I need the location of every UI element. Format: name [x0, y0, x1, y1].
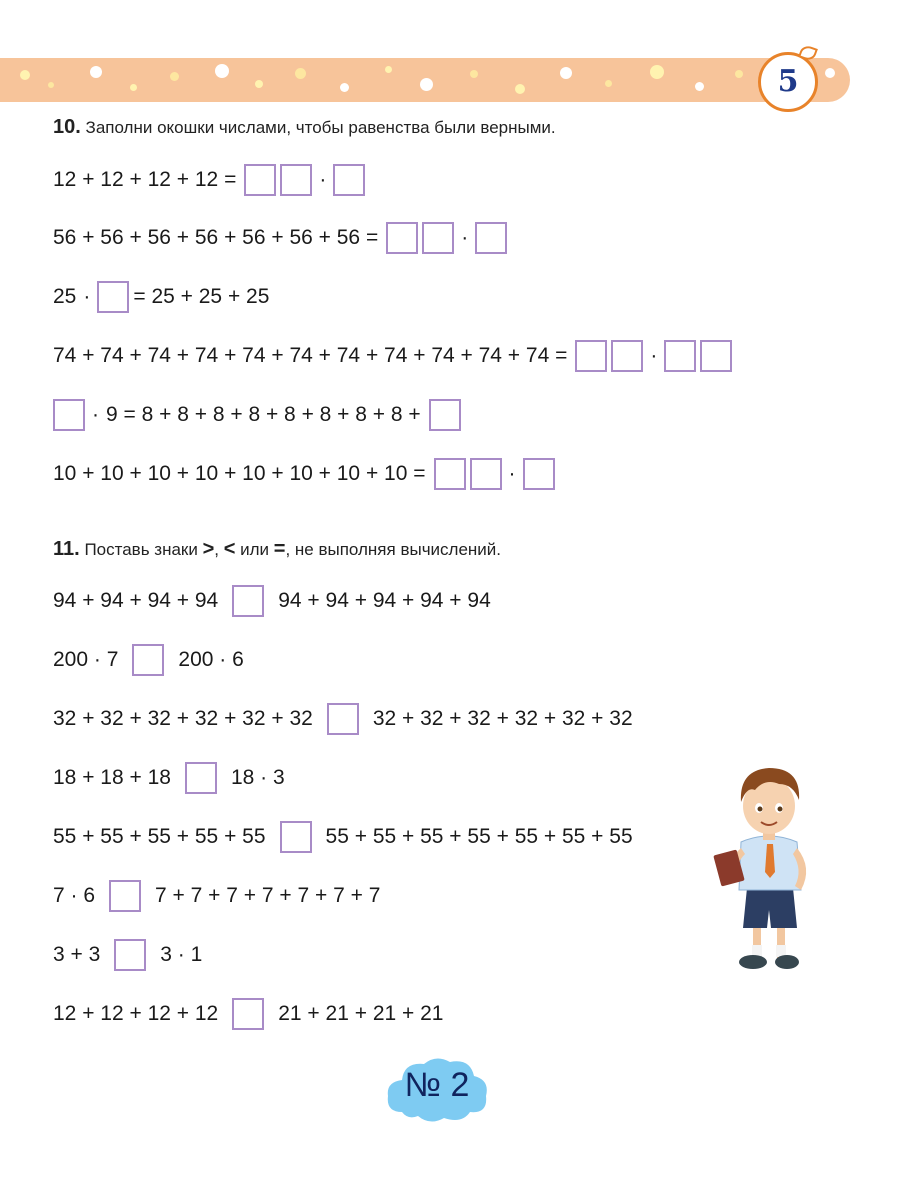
expression-left: 32 + 32 + 32 + 32 + 32 + 32 — [53, 707, 313, 730]
expression-right: 32 + 32 + 32 + 32 + 32 + 32 — [372, 707, 633, 730]
expression-left: 18 + 18 + 18 — [53, 766, 171, 789]
answer-box[interactable] — [611, 340, 643, 372]
expression-middle: 9 = 8 + 8 + 8 + 8 + 8 + 8 + 8 + 8 + — [106, 403, 421, 426]
page-number: 5 — [777, 64, 799, 99]
task-11-row-6 — [53, 878, 380, 914]
answer-box[interactable] — [523, 458, 555, 490]
instruction-comma: , — [214, 540, 224, 559]
expression-right: 7 + 7 + 7 + 7 + 7 + 7 + 7 — [155, 884, 381, 907]
answer-box[interactable] — [664, 340, 696, 372]
task-11-row-2 — [53, 642, 244, 678]
comparison-box[interactable] — [232, 998, 264, 1030]
task-11-row-7 — [53, 937, 202, 973]
expression-left: 200 · 7 — [53, 648, 119, 671]
expression-right: 55 + 55 + 55 + 55 + 55 + 55 + 55 — [325, 825, 633, 848]
header-banner — [0, 58, 850, 102]
multiply-sign: · — [508, 462, 516, 485]
task-11-title — [53, 538, 501, 561]
greater-sign: > — [202, 538, 215, 560]
task-11-row-3 — [53, 701, 633, 737]
expression-left: 12 + 12 + 12 + 12 = — [53, 168, 237, 191]
task-10-row-5 — [53, 397, 461, 433]
task-10-row-2 — [53, 220, 507, 256]
equal-sign: = — [273, 538, 286, 560]
task-11-row-1 — [53, 583, 491, 619]
comparison-box[interactable] — [185, 762, 217, 794]
expression-right: 200 · 6 — [178, 648, 244, 671]
exercise-number-badge: № 2 — [404, 1066, 470, 1104]
instruction-or: или — [235, 540, 274, 559]
task-10-title — [53, 116, 556, 139]
answer-box[interactable] — [470, 458, 502, 490]
answer-box[interactable] — [700, 340, 732, 372]
multiply-sign: · — [319, 168, 327, 191]
multiply-sign: · — [92, 403, 99, 426]
expression-left: 3 + 3 — [53, 943, 101, 966]
instruction-tail: , не выполняя вычислений. — [285, 540, 502, 559]
expression-left: 10 + 10 + 10 + 10 + 10 + 10 + 10 + 10 = — [53, 462, 426, 485]
less-sign: < — [223, 538, 236, 560]
expression-left: 74 + 74 + 74 + 74 + 74 + 74 + 74 + 74 + 74 + 74 + 74 = — [53, 344, 568, 367]
multiply-sign: · — [83, 285, 91, 308]
expression-left: 56 + 56 + 56 + 56 + 56 + 56 + 56 = — [53, 226, 379, 249]
comparison-box[interactable] — [114, 939, 146, 971]
multiply-sign: · — [461, 226, 469, 249]
comparison-box[interactable] — [232, 585, 264, 617]
expression-right: 3 · 1 — [160, 943, 203, 966]
expression-right: 21 + 21 + 21 + 21 — [278, 1002, 444, 1025]
comparison-box[interactable] — [132, 644, 164, 676]
answer-box[interactable] — [422, 222, 454, 254]
comparison-box[interactable] — [327, 703, 359, 735]
task-11-row-4 — [53, 760, 285, 796]
task-10-number: 10. — [53, 116, 81, 138]
task-11-row-8 — [53, 996, 443, 1032]
task-10-instruction: Заполни окошки числами, чтобы равенства были верными. — [85, 118, 556, 137]
task-11-instruction-text: Поставь знаки — [84, 540, 203, 559]
answer-box[interactable] — [53, 399, 85, 431]
schoolboy-with-book-icon — [705, 750, 825, 980]
comparison-box[interactable] — [109, 880, 141, 912]
expression-left: 12 + 12 + 12 + 12 — [53, 1002, 219, 1025]
multiply-sign: · — [650, 344, 658, 367]
expression-right: 94 + 94 + 94 + 94 + 94 — [278, 589, 491, 612]
answer-box[interactable] — [280, 164, 312, 196]
answer-box[interactable] — [434, 458, 466, 490]
task-10-row-4 — [53, 338, 732, 374]
answer-box[interactable] — [244, 164, 276, 196]
answer-box[interactable] — [97, 281, 129, 313]
task-11-number: 11. — [53, 538, 80, 560]
expression-left: 55 + 55 + 55 + 55 + 55 — [53, 825, 266, 848]
task-10-row-6 — [53, 456, 555, 492]
page-number-badge — [758, 52, 818, 112]
answer-box[interactable] — [575, 340, 607, 372]
expression-right: 18 · 3 — [230, 766, 285, 789]
expression-left: 94 + 94 + 94 + 94 — [53, 589, 219, 612]
expression-prefix: 25 — [53, 285, 77, 308]
answer-box[interactable] — [386, 222, 418, 254]
task-10-row-1 — [53, 162, 365, 198]
answer-box[interactable] — [333, 164, 365, 196]
expression-right: = 25 + 25 + 25 — [133, 285, 270, 308]
answer-box[interactable] — [429, 399, 461, 431]
comparison-box[interactable] — [280, 821, 312, 853]
answer-box[interactable] — [475, 222, 507, 254]
task-11-row-5 — [53, 819, 633, 855]
task-10-row-3 — [53, 279, 269, 315]
expression-left: 7 · 6 — [53, 884, 96, 907]
